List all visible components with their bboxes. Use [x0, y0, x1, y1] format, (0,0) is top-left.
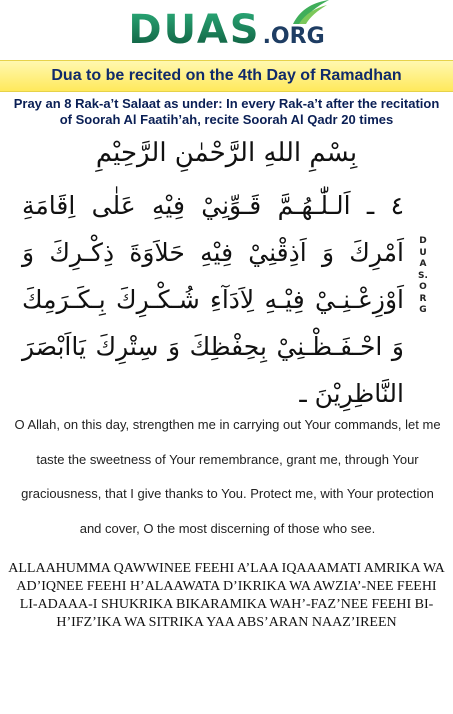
bismillah-text: بِسْمِ اللهِ الرَّحْمٰنِ الرَّحِيْمِ — [95, 138, 358, 168]
page-title: Dua to be recited on the 4th Day of Ramadhan — [51, 67, 402, 84]
logo-text: DUAS — [128, 7, 261, 53]
translation-text: O Allah, on this day, strengthen me in carrying out Your commands, let me taste the sweetness of Your remembrance, grant me, through Your graciousness, that I give thanks to You. Protect me, with Your protection and cover, O the most discerning of those who see. — [14, 417, 441, 536]
instructions-text: Pray an 8 Rak-a’t Salaat as under: In every Rak-a’t after the recitation of Soorah Al Faatih’ah, recite Soorah Al Qadr 20 times — [13, 96, 440, 127]
dua-arabic-text: ٤ ـ اَلـلّٰـهُـمَّ قَـوِّنِيْ فِيْهِ عَلٰى اِقَامَةِ اَمْرِكَ وَ اَذِقْنِيْ فِيْهِ حَلاَوَةَ ذِكْـرِكَ وَ اَوْزِعْـنِـيْ فِيْـهِ لِاَدَآءِ شُـكْـرِكَ بِـكَـرَمِكَ وَ احْـفَـظْـنِيْ بِحِفْظِكَ وَ سِتْرِكَ يَااَبْصَرَ النَّاظِرِيْنَ ـ — [22, 191, 404, 408]
arabic-section — [0, 128, 453, 408]
transliteration-text: ALLAAHUMMA QAWWINEE FEEHI A’LAA IQAAAMATI AMRIKA WA AD’IQNEE FEEHI H’ALAAWATA D’IKRIKA WA AWZIA’-NEE FEEHI LI-ADAAA-I SHUKRIKA BIKARAMIKA WAH’-FAZ’NEE FEEHI BI-H’IFZ’IKA WA SITRIKA YAA ABS’ARAN NAAZ’IREEN — [8, 561, 445, 630]
leaf-swoosh-icon — [291, 0, 331, 26]
site-watermark: DUAS.ORG — [418, 236, 428, 315]
site-logo[interactable] — [128, 7, 325, 53]
logo-suffix: .ORG — [262, 24, 325, 49]
title-bar — [0, 60, 453, 92]
site-header — [0, 0, 453, 60]
